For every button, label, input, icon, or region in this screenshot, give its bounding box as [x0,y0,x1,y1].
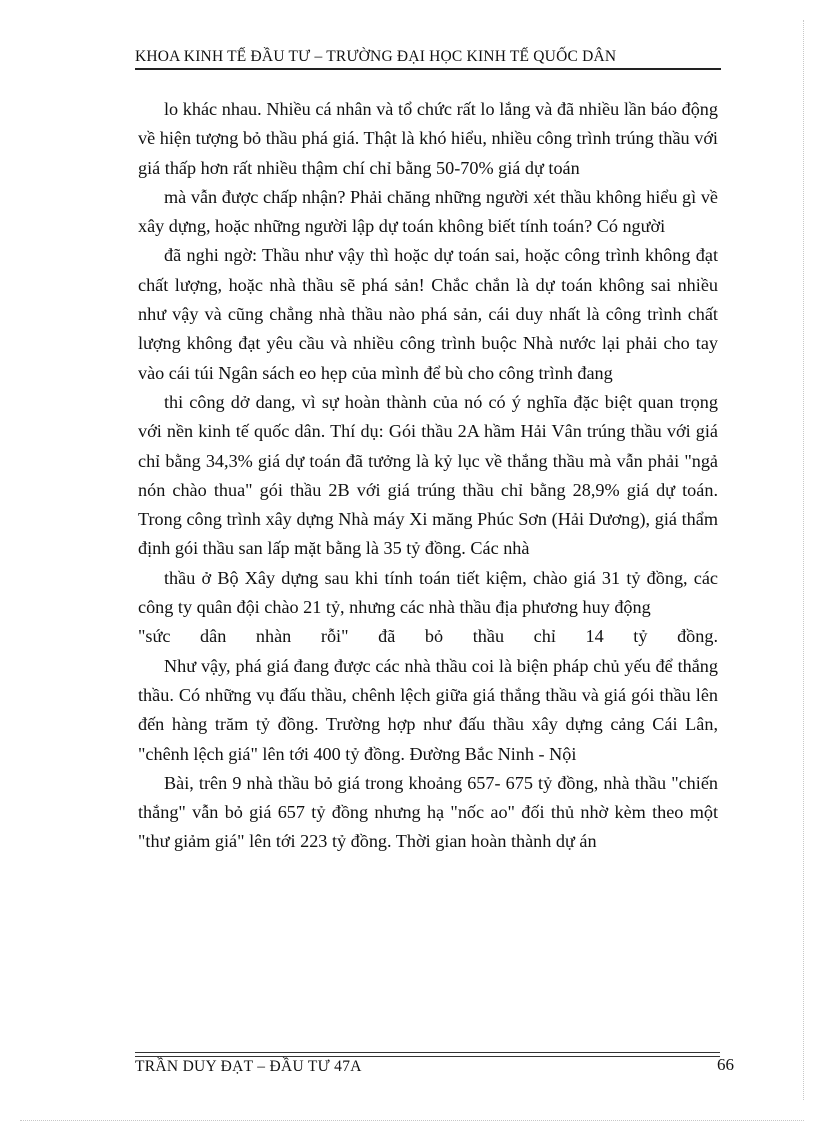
paragraph-3: đã nghi ngờ: Thầu như vậy thì hoặc dự toán sai, hoặc công trình không đạt chất lượng, hoặc nhà thầu sẽ phá sản! Chắc chắn là dự toán không sai nhiều như vậy và cũng chẳng nhà thầu nào phá sản, cái duy nhất là công trình chất lượng không đạt yêu cầu và nhiều công trình buộc Nhà nước lại phải cho tay vào cái túi Ngân sách eo hẹp của mình để bù cho công trình đang [138,245,718,383]
paragraph-4: thi công dở dang, vì sự hoàn thành của nó có ý nghĩa đặc biệt quan trọng với nền kinh tế quốc dân. Thí dụ: Gói thầu 2A hầm Hải Vân trúng thầu với giá chỉ bằng 34,3% giá dự toán đã tưởng là kỷ lục về thắng thầu mà vẫn phải "ngả nón chào thua" gói thầu 2B với giá trúng thầu chỉ bằng 28,9% giá dự toán. Trong công trình xây dựng Nhà máy Xi măng Phúc Sơn (Hải Dương), giá thẩm định gói thầu san lấp mặt bằng là 35 tỷ đồng. Các nhà [138,391,718,559]
document-body [138,95,718,857]
header-divider [135,68,721,70]
running-header: KHOA KINH TẾ ĐẦU TƯ – TRƯỜNG ĐẠI HỌC KINH TẾ QUỐC DÂN [135,48,617,65]
paragraph-1: lo khác nhau. Nhiều cá nhân và tổ chức rất lo lắng và đã nhiều lần báo động về hiện tượng bỏ thầu phá giá. Thật là khó hiểu, nhiều công trình trúng thầu với giá thấp hơn rất nhiều thậm chí chỉ bằng 50-70% giá dự toán [138,99,718,178]
paragraph-6: "sức dân nhàn rỗi" đã bỏ thầu chỉ 14 tỷ đồng. [138,626,718,647]
page-border-right [803,20,804,1100]
running-footer: TRẦN DUY ĐẠT – ĐẦU TƯ 47A [135,1058,362,1075]
paragraph-5: thầu ở Bộ Xây dựng sau khi tính toán tiết kiệm, chào giá 31 tỷ đồng, các công ty quân đội chào 21 tỷ, nhưng các nhà thầu địa phương huy động [138,567,718,618]
page-border-bottom [20,1120,804,1121]
footer-divider-top [135,1052,720,1053]
paragraph-2: mà vẫn được chấp nhận? Phải chăng những người xét thầu không hiểu gì về xây dựng, hoặc những người lập dự toán không biết tính toán? Có người [138,186,718,237]
page-number: 66 [717,1055,734,1074]
footer-divider-bottom [135,1056,720,1057]
paragraph-7: Như vậy, phá giá đang được các nhà thầu coi là biện pháp chủ yếu để thắng thầu. Có những vụ đấu thầu, chênh lệch giữa giá thắng thầu và giá gói thầu lên đến hàng trăm tỷ đồng. Trường hợp như đấu thầu xây dựng cảng Cái Lân, "chênh lệch giá" lên tới 400 tỷ đồng. Đường Bắc Ninh - Nội [138,655,718,764]
paragraph-8: Bài, trên 9 nhà thầu bỏ giá trong khoảng 657- 675 tỷ đồng, nhà thầu "chiến thắng" vẫn bỏ giá 657 tỷ đồng nhưng hạ "nốc ao" đối thủ nhờ kèm theo một "thư giảm giá" lên tới 223 tỷ đồng. Thời gian hoàn thành dự án [138,772,718,852]
